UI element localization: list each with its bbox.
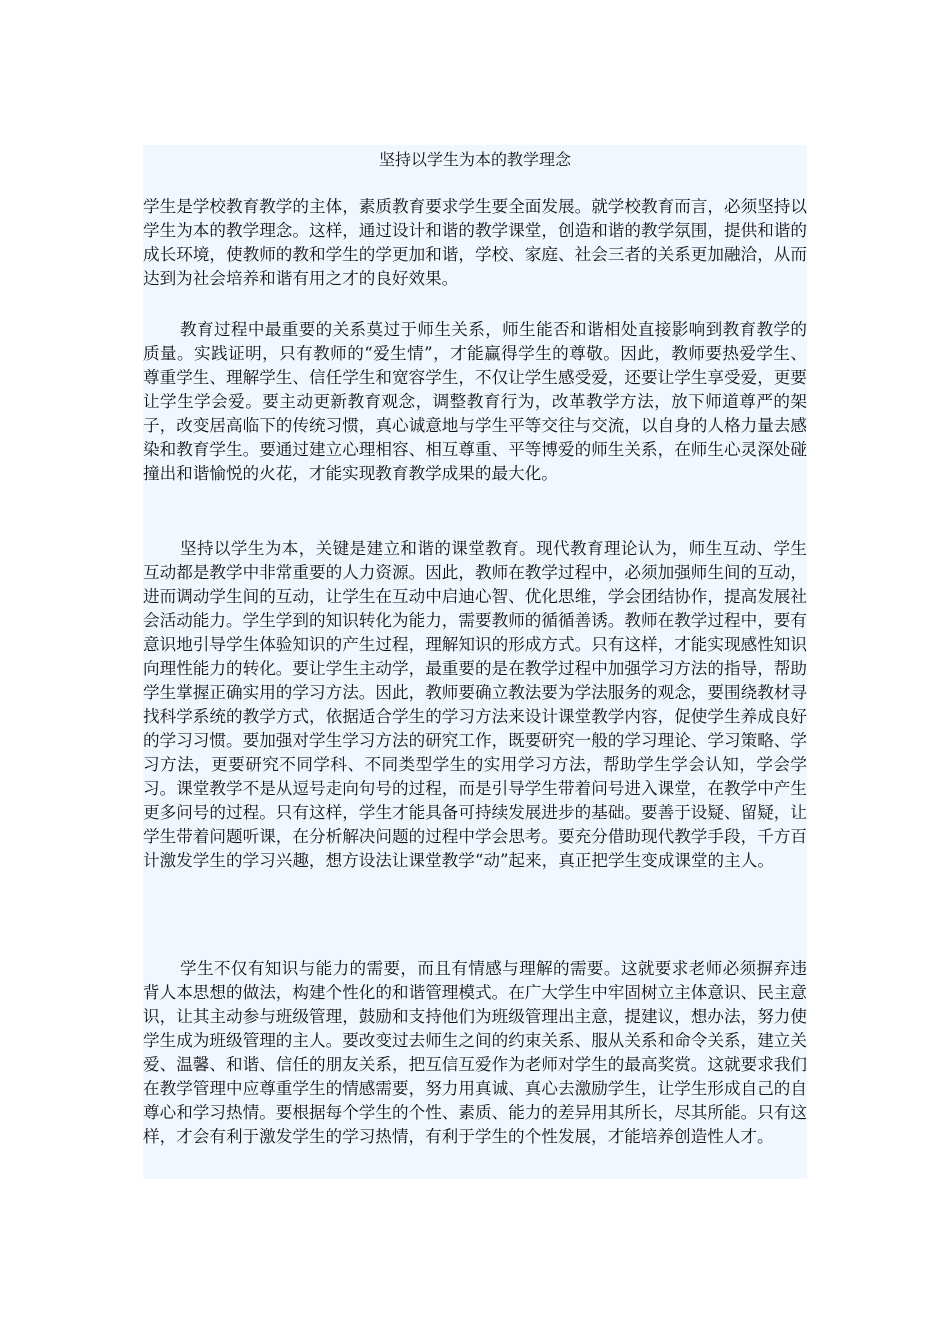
document-title: 坚持以学生为本的教学理念 [378, 150, 571, 169]
paragraph-4: 学生不仅有知识与能力的需要，而且有情感与理解的需要。这就要求老师必须摒弃违背人本思想的做法，构建个性化的和谐管理模式。在广大学生中牢固树立主体意识、民主意识，让其主动参与班级管理，鼓励和支持他们为班级管理出主意，提建议，想办法，努力使学生成为班级管理的主人。要改变过去师生之间的约束关系、服从关系和命令关系，建立关爱、温馨、和谐、信任的朋友关系，把互信互爱作为老师对学生的最高奖赏。这就要求我们在教学管理中应尊重学生的情感需要，努力用真诚、真心去激励学生，让学生形成自己的自尊心和学习热情。要根据每个学生的个性、素质、能力的差异用其所长，尽其所能。只有这样，才会有利于激发学生的学习热情，有利于学生的个性发展，才能培养创造性人才。 [143, 959, 807, 1146]
paragraph-1: 学生是学校教育教学的主体，素质教育要求学生要全面发展。就学校教育而言，必须坚持以学生为本的教学理念。这样，通过设计和谐的教学课堂，创造和谐的教学氛围，提供和谐的成长环境，使教师的教和学生的学更加和谐，学校、家庭、社会三者的关系更加融洽，从而达到为社会培养和谐有用之才的良好效果。 [143, 197, 807, 288]
paragraph-2: 教育过程中最重要的关系莫过于师生关系，师生能否和谐相处直接影响到教育教学的质量。实践证明，只有教师的“爱生情”，才能赢得学生的尊敬。因此，教师要热爱学生、尊重学生、理解学生、信任学生和宽容学生，不仅让学生感受爱，还要让学生享受爱，更要让学生学会爱。要主动更新教育观念，调整教育行为，改革教学方法，放下师道尊严的架子，改变居高临下的传统习惯，真心诚意地与学生平等交往与交流，以自身的人格力量去感染和教育学生。要通过建立心理相容、相互尊重、平等博爱的师生关系，在师生心灵深处碰撞出和谐愉悦的火花，才能实现教育教学成果的最大化。 [143, 320, 807, 483]
document-body [143, 145, 807, 1179]
paragraph-3: 坚持以学生为本，关键是建立和谐的课堂教育。现代教育理论认为，师生互动、学生互动都是教学中非常重要的人力资源。因此，教师在教学过程中，必须加强师生间的互动，进而调动学生间的互动，让学生在互动中启迪心智、优化思维，学会团结协作，提高发展社会活动能力。学生学到的知识转化为能力，需要教师的循循善诱。教师在教学过程中，要有意识地引导学生体验知识的产生过程，理解知识的形成方式。只有这样，才能实现感性知识向理性能力的转化。要让学生主动学，最重要的是在教学过程中加强学习方法的指导，帮助学生掌握正确实用的学习方法。因此，教师要确立教法要为学法服务的观念，要围绕教材寻找科学系统的教学方式，依据适合学生的学习方法来设计课堂教学内容，促使学生养成良好的学习习惯。要加强对学生学习方法的研究工作，既要研究一般的学习理论、学习策略、学习方法，更要研究不同学科、不同类型学生的实用学习方法，帮助学生学会认知，学会学习。课堂教学不是从逗号走向句号的过程，而是引导学生带着问号进入课堂，在教学中产生更多问号的过程。只有这样，学生才能具备可持续发展进步的基础。要善于设疑、留疑，让学生带着问题听课，在分析解决问题的过程中学会思考。要充分借助现代教学手段，千方百计激发学生的学习兴趣，想方设法让课堂教学“动”起来，真正把学生变成课堂的主人。 [143, 539, 807, 870]
